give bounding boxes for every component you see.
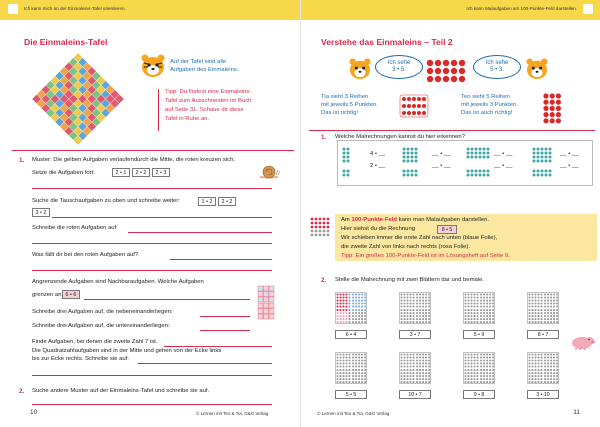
task2-text: Suche andere Muster auf der Einmaleins-Tafel und schreibe sie auf. — [32, 388, 210, 394]
swap-box-3: 3 • 2 — [32, 208, 50, 217]
dot-array-5x3-small — [399, 94, 429, 118]
calc-blank: __ • __ — [494, 151, 513, 157]
neighbor-text: Angrenzende Aufgaben sind Nachbaraufgaben. Welche Aufgaben — [32, 279, 204, 285]
notice-label: Was fällt dir bei den roten Aufgaben auf? — [32, 252, 139, 258]
task1-text: Muster: Die gelben Aufgaben verlaufendurch die Mitte, die roten kreuzen sich. — [32, 157, 236, 163]
info-calc-box: 8 • 5 — [437, 225, 457, 234]
task-number: 2. — [321, 277, 327, 284]
header-bullet — [583, 4, 593, 14]
bubble-line: Ich sehe — [387, 60, 411, 66]
hundred-field[interactable] — [463, 292, 495, 324]
hundred-field[interactable] — [335, 292, 367, 324]
teo-text-3: Das ist auch richtig! — [461, 110, 513, 116]
task-box: 6 • 4 — [335, 330, 367, 339]
left-header-bar — [0, 0, 300, 20]
copyright: © Lernen mit Teo & Tia, G&G Verlag — [196, 411, 269, 416]
hundred-field-item — [399, 352, 431, 402]
tiger-icon — [525, 58, 549, 80]
task-number: 2. — [19, 388, 25, 395]
tiger-icon — [348, 58, 372, 80]
answer-line[interactable] — [32, 404, 272, 405]
task-box: 9 • 8 — [463, 390, 495, 399]
tia-text-2: mit jeweils 5 Punkten. — [321, 102, 378, 108]
calc-blank: __ • __ — [432, 163, 451, 169]
mini-grid-icon — [256, 284, 276, 320]
continue-box-2: 2 • 2 — [132, 168, 150, 177]
teo-text-1: Teo sieht 5 Reihen — [461, 94, 510, 100]
tip-line-1: Tipp: Du findest eine Einmaleins- — [165, 89, 252, 95]
tiger-icon — [140, 54, 166, 78]
left-header-text: Ich kann mich an der Einmaleins-Tafel orientieren. — [24, 6, 126, 11]
calc-blank: __ • __ — [432, 151, 451, 157]
calc-blank: __ • __ — [560, 163, 579, 169]
tiger-text-2: Aufgaben des Einmaleins. — [170, 67, 239, 73]
task-number: 1. — [19, 157, 25, 164]
hundred-field-icon — [309, 216, 331, 238]
hundred-field-item — [463, 292, 495, 342]
answer-line[interactable] — [170, 259, 272, 260]
swap-box-2: 2 • 2 — [218, 197, 236, 206]
copyright: © Lernen mit Teo & Tia, G&G Verlag — [317, 411, 390, 416]
answer-line[interactable] — [32, 270, 272, 271]
hundred-field-item — [527, 292, 559, 342]
header-bullet — [8, 4, 18, 14]
hundred-field-item — [335, 352, 367, 402]
swap-label: Suche die Tauschaufgaben zu oben und schreibe weiter: — [32, 198, 180, 204]
right-header-bar — [301, 0, 600, 20]
hundred-field[interactable] — [399, 292, 431, 324]
answer-line[interactable] — [138, 363, 272, 364]
info-line-2 — [341, 226, 415, 233]
bubble-line: Ich sehe — [485, 60, 509, 66]
info-text: Hier siehst du die Rechnung — [341, 226, 416, 232]
hundred-field-item — [399, 292, 431, 342]
continue-box-1: 2 • 1 — [112, 168, 130, 177]
answer-line[interactable] — [52, 217, 272, 218]
task-box: 3 • 7 — [399, 330, 431, 339]
answer-line[interactable] — [200, 316, 250, 317]
right-page-title: Verstehe das Einmaleins – Teil 2 — [321, 37, 453, 47]
calc-blank: __ • __ — [494, 163, 513, 169]
einmaleins-diamond — [18, 48, 138, 148]
dot-grids-panel — [337, 140, 593, 186]
calc-blank: __ • __ — [560, 151, 579, 157]
dot-array-5x3 — [541, 92, 567, 124]
info-keyword: 100-Punkte-Feld — [351, 217, 397, 223]
info-tip: Tipp: Ein großes 100-Punkte-Feld ist im Lösungsheft auf Seite 9. — [341, 253, 510, 259]
square-text-1: Die Quadratzahlaufgaben sind in der Mitte und gehen von der Ecke links — [32, 348, 222, 354]
square-text-2: bis zur Ecke rechts. Schreibe sie auf: — [32, 356, 129, 362]
calc-first-1: 4 • __ — [370, 151, 386, 157]
task-box: 5 • 9 — [463, 330, 495, 339]
divider — [12, 150, 294, 151]
answer-line[interactable] — [32, 243, 272, 244]
tiger-text-1: Auf der Tafel sind alle — [170, 59, 227, 65]
tip-line-3: auf Seite 31. Schaue dir diese — [165, 107, 244, 113]
below-label: Schreibe drei Aufgaben auf, die untereinanderliegen: — [32, 323, 170, 329]
task2-text: Stelle die Malrechnung mit zwei Blättern dar und bemale. — [335, 277, 484, 283]
answer-line[interactable] — [200, 330, 250, 331]
answer-line[interactable] — [32, 188, 272, 189]
hundred-field-item — [527, 352, 559, 402]
answer-line[interactable] — [164, 346, 272, 347]
swap-box-1: 1 • 2 — [198, 197, 216, 206]
diamond-cells — [32, 53, 124, 145]
hundred-field-item — [335, 292, 367, 342]
left-page-title: Die Einmaleins-Tafel — [24, 37, 108, 47]
calc-first-2: 2 • __ — [370, 163, 386, 169]
hundred-field[interactable] — [463, 352, 495, 384]
red-label: Schreibe die roten Aufgaben auf: — [32, 225, 118, 231]
find-label: Finde Aufgaben, bei denen die zweite Zahl 7 ist. — [32, 339, 158, 345]
info-line-1 — [341, 217, 489, 224]
speech-bubble-tia — [375, 55, 423, 79]
page-number: 11 — [573, 409, 580, 416]
side-label: Schreibe drei Aufgaben auf, die nebeneinanderliegen: — [32, 309, 173, 315]
right-header-text: Ich kann Malaufgaben am 100-Punkte-Feld darstellen. — [466, 6, 577, 11]
snail-icon — [258, 164, 280, 180]
task-box: 5 • 5 — [335, 390, 367, 399]
task-number: 1. — [321, 134, 327, 141]
divider — [309, 130, 595, 131]
continue-label: Setze die Aufgaben fort: — [32, 170, 95, 176]
answer-line[interactable] — [84, 299, 250, 300]
info-line-3: Wir schieben immer die erste Zahl nach unten (blaue Folie), — [341, 235, 498, 241]
tia-text-3: Das ist richtig! — [321, 110, 358, 116]
answer-line[interactable] — [128, 232, 272, 233]
hundred-field-item — [463, 352, 495, 402]
info-box — [335, 214, 597, 261]
info-line-4: die zweite Zahl von links nach rechts (rosa Folie). — [341, 244, 470, 250]
speech-bubble-teo — [473, 55, 521, 79]
tip-box — [158, 89, 288, 131]
bubble-line: 3 • 5. — [392, 67, 406, 73]
hundred-field[interactable] — [527, 292, 559, 324]
tia-text-1: Tia sieht 3 Reihen — [321, 94, 369, 100]
answer-line[interactable] — [32, 375, 272, 376]
hundred-field[interactable] — [335, 352, 367, 384]
task-box: 10 • 7 — [399, 390, 431, 399]
hundred-field[interactable] — [399, 352, 431, 384]
pig-icon — [569, 334, 595, 350]
bubble-line: 5 • 3. — [490, 67, 504, 73]
task-box: 8 • 7 — [527, 330, 559, 339]
continue-box-3: 2 • 3 — [152, 168, 170, 177]
border-label: grenzen an — [32, 292, 62, 298]
info-text: kann man Malaufgaben darstellen. — [396, 217, 490, 223]
hundred-field[interactable] — [527, 352, 559, 384]
page-number: 10 — [30, 409, 38, 416]
task1-text: Welche Malrechnungen kannst du hier erkennen? — [335, 134, 465, 140]
dot-array-3x5 — [425, 58, 467, 84]
right-page — [300, 0, 600, 427]
task-box: 3 • 10 — [527, 390, 559, 399]
tip-line-2: Tafel zum Ausschneiden im Buch — [165, 98, 252, 104]
tip-line-4: Tafel in Ruhe an. — [165, 116, 210, 122]
info-text: Am — [341, 217, 352, 223]
teo-text-2: mit jeweils 3 Punkten. — [461, 102, 518, 108]
border-box: 6 • 6 — [62, 290, 80, 299]
